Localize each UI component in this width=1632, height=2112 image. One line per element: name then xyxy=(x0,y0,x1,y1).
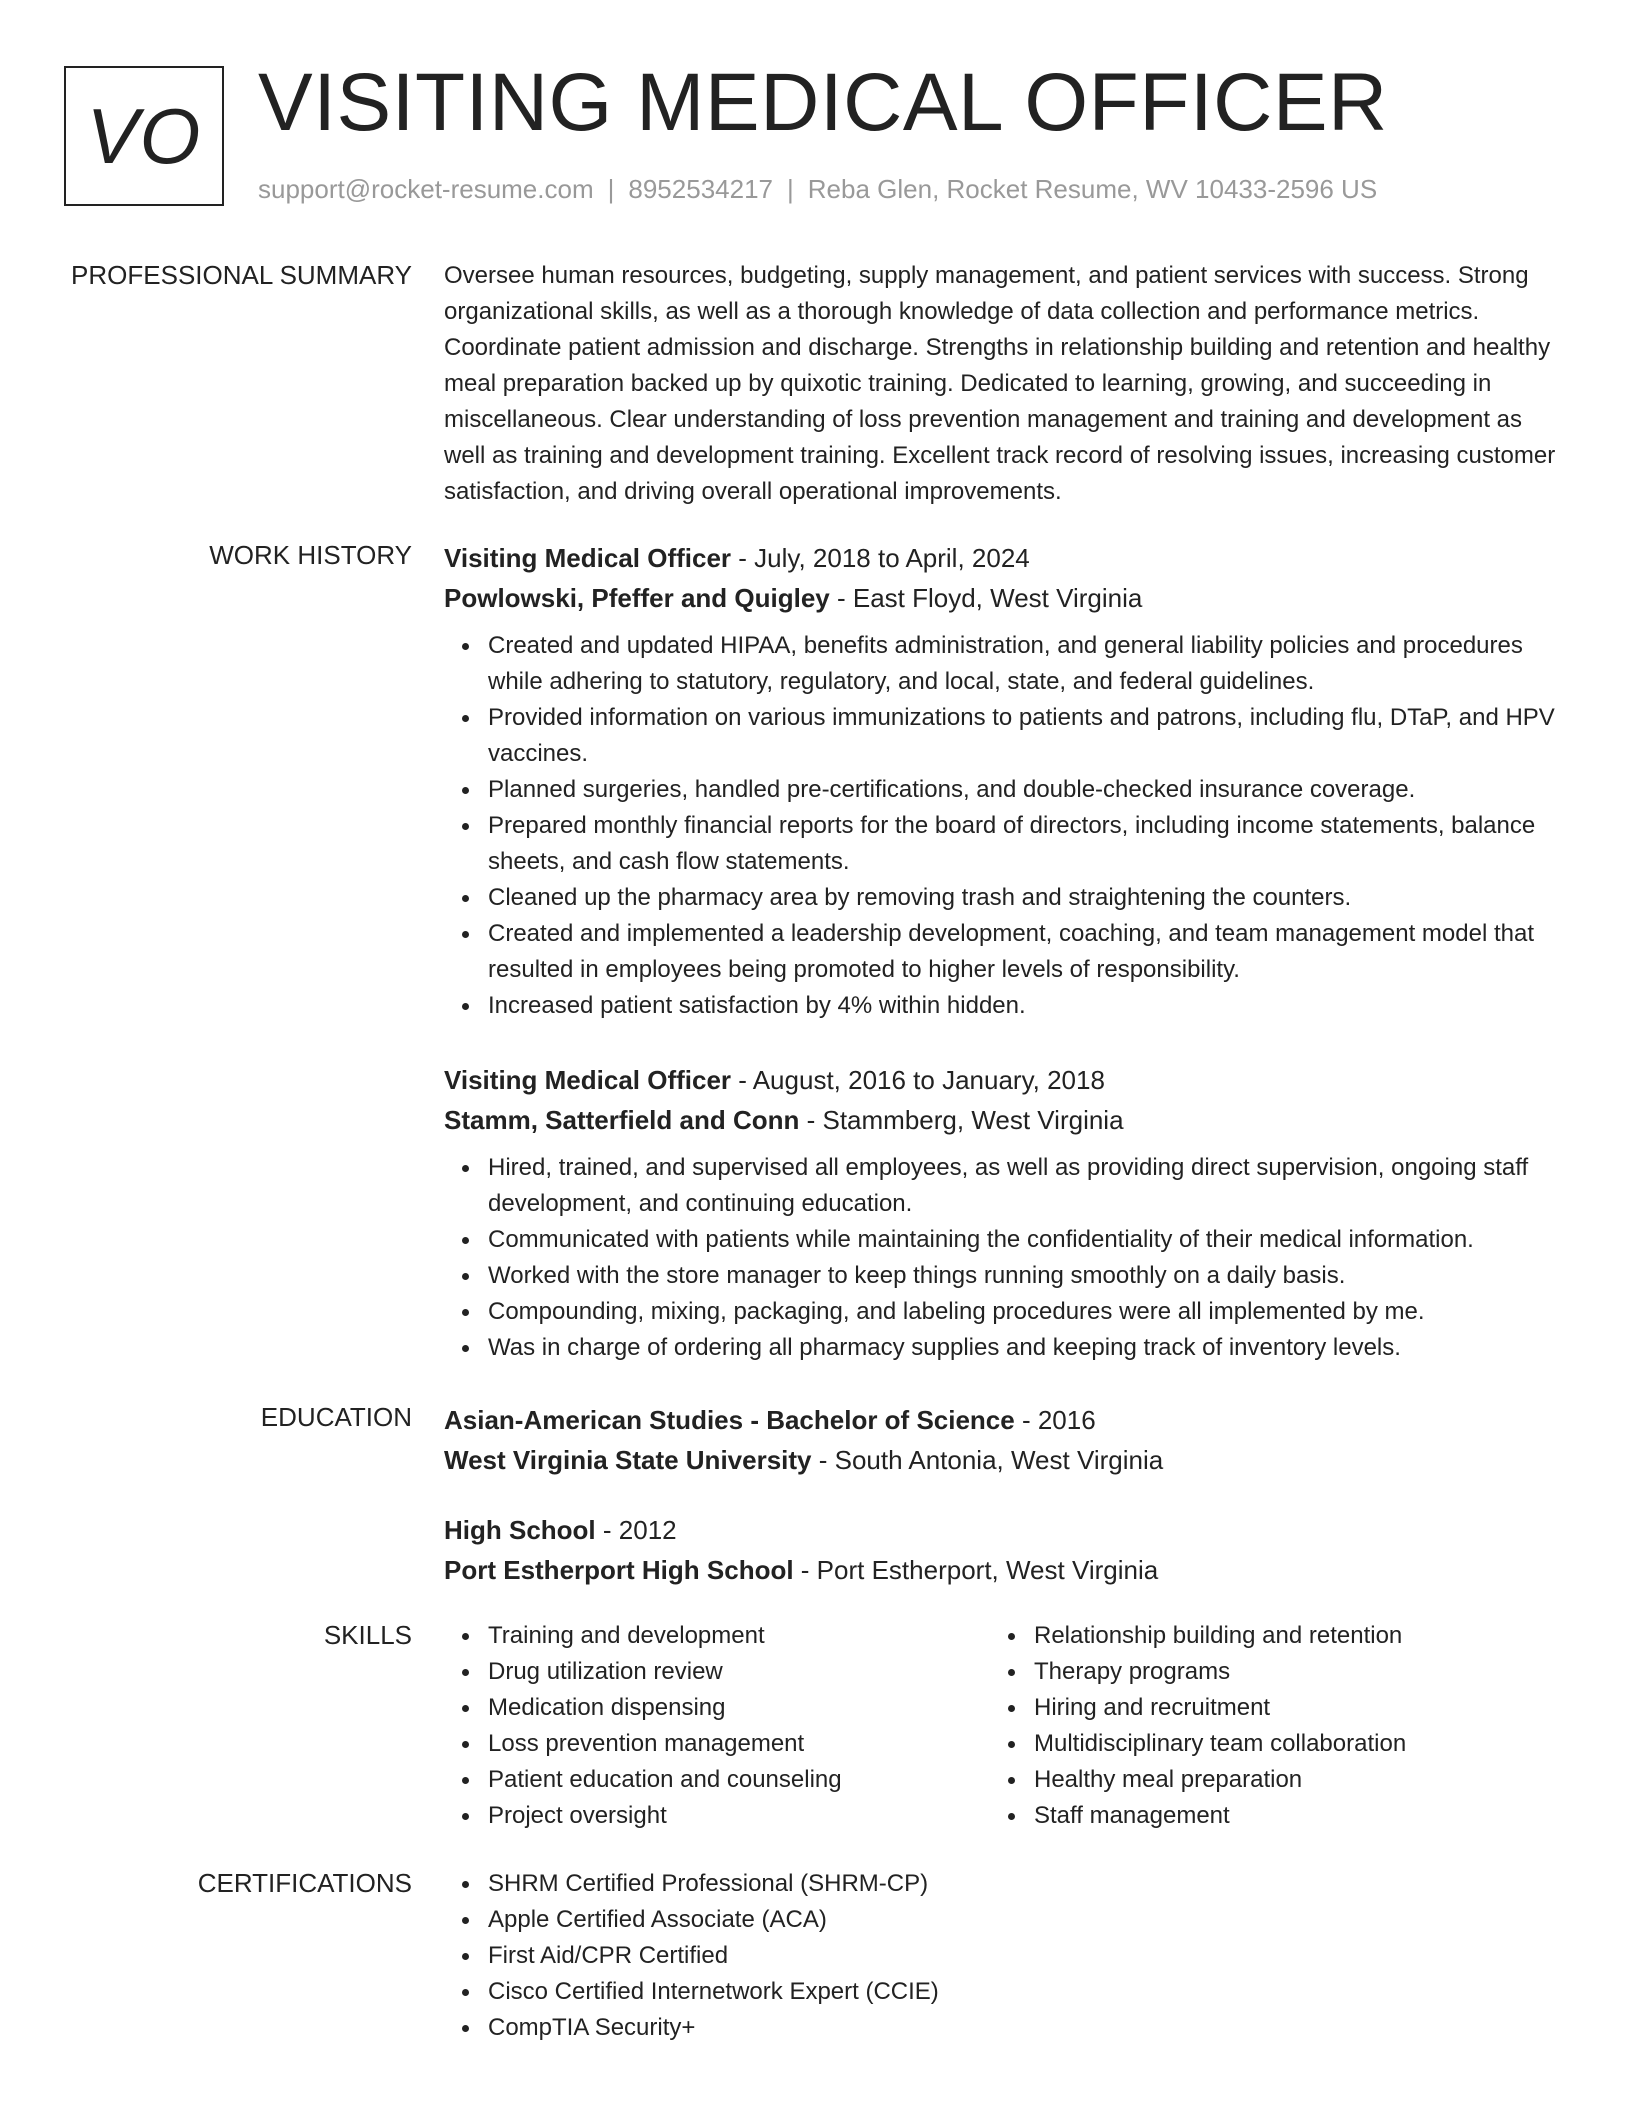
skill-item: Staff management xyxy=(1034,1798,1536,1834)
job-bullets xyxy=(444,1150,1556,1366)
section-label-certifications: CERTIFICATIONS xyxy=(197,1868,412,1898)
list-item: Compounding, mixing, packaging, and labeling procedures were all implemented by me. xyxy=(488,1294,1556,1330)
skill-item: Therapy programs xyxy=(1034,1654,1536,1690)
education-body xyxy=(444,1400,1556,1620)
list-item: Communicated with patients while maintaining the confidentiality of their medical information. xyxy=(488,1222,1556,1258)
list-item: Worked with the store manager to keep things running smoothly on a daily basis. xyxy=(488,1258,1556,1294)
school-location: - South Antonia, West Virginia xyxy=(811,1445,1164,1475)
section-label-skills: SKILLS xyxy=(323,1620,412,1650)
monogram-badge: VO xyxy=(64,66,224,206)
job-title-line xyxy=(444,1060,1556,1100)
education-entry xyxy=(444,1510,1556,1590)
job-dates: - August, 2016 to January, 2018 xyxy=(731,1065,1105,1095)
job-company-line xyxy=(444,1100,1556,1140)
school-line xyxy=(444,1440,1556,1480)
contact-address: Reba Glen, Rocket Resume, WV 10433-2596 US xyxy=(807,174,1378,204)
list-item: Cleaned up the pharmacy area by removing trash and straightening the counters. xyxy=(488,880,1556,916)
job-company: Stamm, Satterfield and Conn xyxy=(444,1105,800,1135)
list-item: Provided information on various immunizations to patients and patrons, including flu, DTaP, and HPV vaccines. xyxy=(488,700,1556,772)
job-title: Visiting Medical Officer xyxy=(444,1065,732,1095)
school: Port Estherport High School xyxy=(444,1555,794,1585)
job-location: - Stammberg, West Virginia xyxy=(799,1105,1124,1135)
contact-separator: | xyxy=(607,174,615,204)
certification-item: CompTIA Security+ xyxy=(488,2010,1556,2046)
skill-item: Training and development xyxy=(488,1618,990,1654)
job-company-line xyxy=(444,578,1556,618)
certifications-body xyxy=(444,1866,1556,2046)
school-line xyxy=(444,1550,1556,1590)
certifications-list xyxy=(444,1866,1556,2046)
list-item: Created and updated HIPAA, benefits administration, and general liability policies and procedures while adhering to statutory, regulatory, and local, state, and federal guidelines. xyxy=(488,628,1556,700)
list-item: Hired, trained, and supervised all employees, as well as providing direct supervision, ongoing staff development, and continuing education. xyxy=(488,1150,1556,1222)
degree: High School xyxy=(444,1515,596,1545)
job-title-line xyxy=(444,538,1556,578)
skill-item: Project oversight xyxy=(488,1798,990,1834)
contact-line xyxy=(258,172,1377,206)
list-item: Increased patient satisfaction by 4% within hidden. xyxy=(488,988,1556,1024)
job-location: - East Floyd, West Virginia xyxy=(829,583,1143,613)
education-entry xyxy=(444,1400,1556,1480)
skill-item: Loss prevention management xyxy=(488,1726,990,1762)
degree: Asian-American Studies - Bachelor of Science xyxy=(444,1405,1015,1435)
certification-item: Apple Certified Associate (ACA) xyxy=(488,1902,1556,1938)
contact-email[interactable]: support@rocket-resume.com xyxy=(258,174,594,204)
summary-text: Oversee human resources, budgeting, supply management, and patient services with success. Strong organizational skills, as well as a thorough knowledge of data collection and performance metrics. Coordinate patient admission and discharge. Strengths in relationship building and retention and healthy meal preparation backed up by quixotic training. Dedicated to learning, growing, and succeeding in miscellaneous. Clear understanding of loss prevention management and training and development as well as training and development training. Excellent track record of resolving issues, increasing customer satisfaction, and driving overall operational improvements. xyxy=(444,262,1556,505)
section-label-summary: PROFESSIONAL SUMMARY xyxy=(71,260,412,290)
job-company: Powlowski, Pfeffer and Quigley xyxy=(444,583,830,613)
degree-line xyxy=(444,1400,1556,1440)
job-entry xyxy=(444,538,1556,1024)
resume-title: VISITING MEDICAL OFFICER xyxy=(258,57,1388,148)
list-item: Created and implemented a leadership development, coaching, and team management model that resulted in employees being promoted to higher levels of responsibility. xyxy=(488,916,1556,988)
list-item: Was in charge of ordering all pharmacy supplies and keeping track of inventory levels. xyxy=(488,1330,1556,1366)
list-item: Planned surgeries, handled pre-certifications, and double-checked insurance coverage. xyxy=(488,772,1556,808)
skill-item: Relationship building and retention xyxy=(1034,1618,1536,1654)
list-item: Prepared monthly financial reports for the board of directors, including income statements, balance sheets, and cash flow statements. xyxy=(488,808,1556,880)
skill-item: Hiring and recruitment xyxy=(1034,1690,1536,1726)
job-bullets xyxy=(444,628,1556,1024)
contact-separator: | xyxy=(787,174,794,204)
school-location: - Port Estherport, West Virginia xyxy=(793,1555,1159,1585)
skill-item: Multidisciplinary team collaboration xyxy=(1034,1726,1536,1762)
skill-item: Healthy meal preparation xyxy=(1034,1762,1536,1798)
degree-year: - 2016 xyxy=(1014,1405,1096,1435)
section-label-work-history: WORK HISTORY xyxy=(209,540,412,570)
certification-item: Cisco Certified Internetwork Expert (CCIE) xyxy=(488,1974,1556,2010)
skill-item: Patient education and counseling xyxy=(488,1762,990,1798)
section-label-education: EDUCATION xyxy=(260,1402,412,1432)
contact-phone[interactable]: 8952534217 xyxy=(628,174,773,204)
school: West Virginia State University xyxy=(444,1445,812,1475)
certification-item: SHRM Certified Professional (SHRM-CP) xyxy=(488,1866,1556,1902)
skill-item: Drug utilization review xyxy=(488,1654,990,1690)
skills-column-right xyxy=(990,1618,1536,1834)
degree-year: - 2012 xyxy=(595,1515,677,1545)
skill-item: Medication dispensing xyxy=(488,1690,990,1726)
skills-columns xyxy=(444,1618,1556,1834)
job-title: Visiting Medical Officer xyxy=(444,543,732,573)
job-entry xyxy=(444,1060,1556,1366)
skills-body xyxy=(444,1618,1556,1834)
certification-item: First Aid/CPR Certified xyxy=(488,1938,1556,1974)
degree-line xyxy=(444,1510,1556,1550)
work-history-body xyxy=(444,538,1556,1402)
summary-body xyxy=(444,258,1556,510)
job-dates: - July, 2018 to April, 2024 xyxy=(731,543,1030,573)
skills-column-left xyxy=(444,1618,990,1834)
